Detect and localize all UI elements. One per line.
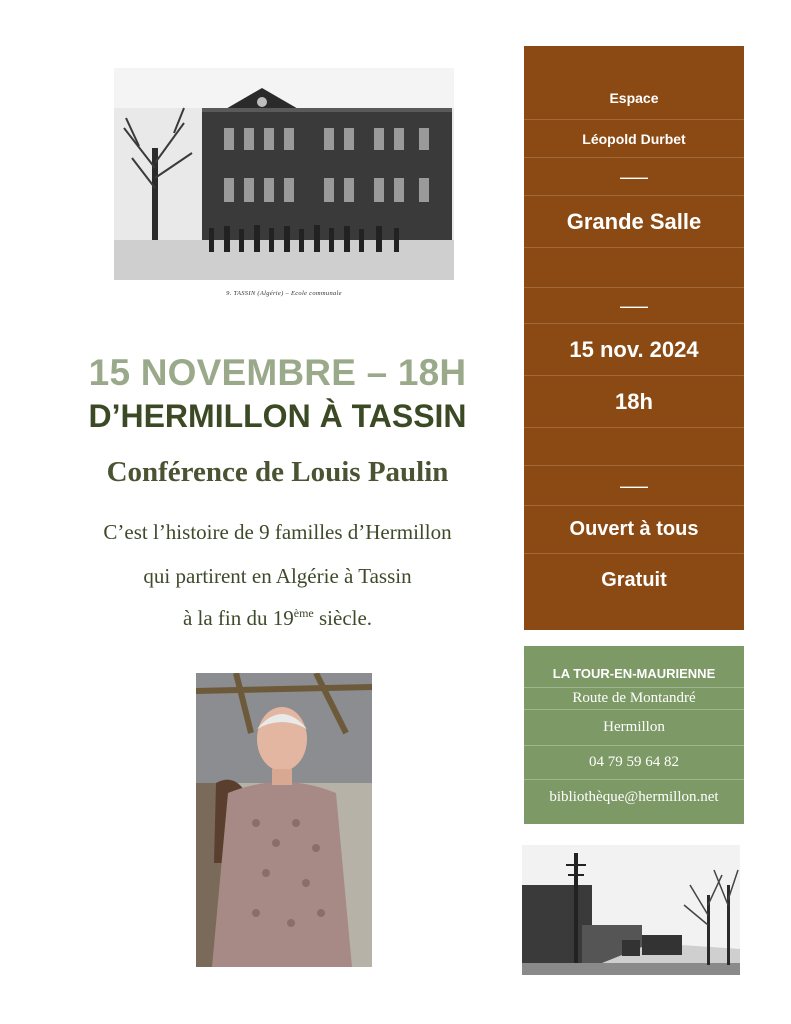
contact-email[interactable]: bibliothèque@hermillon.net [549,788,719,805]
event-subtitle: Conférence de Louis Paulin [106,456,449,488]
contact-village: Hermillon [524,710,744,746]
street-photo [522,845,740,975]
spacer-1 [524,248,744,288]
speaker-photo [196,673,372,967]
street-image [522,845,740,975]
divider-1: —— [524,158,744,196]
school-photo-caption: 9. TASSIN (Algérie) – Ecole communale [226,290,342,297]
divider-2: —— [524,288,744,324]
spacer-2 [524,428,744,466]
venue-line-1: Espace [524,76,744,120]
event-title: D’HERMILLON À TASSIN [88,398,467,434]
contact-phone: 04 79 59 64 82 [524,746,744,780]
description-line-1: C’est l’histoire de 9 familles d’Hermillon [103,520,452,544]
description-line-2: qui partirent en Algérie à Tassin [143,564,412,588]
event-info-panel [524,46,744,630]
contact-street: Route de Montandré [524,688,744,710]
divider-3: —— [524,466,744,506]
sidebar-date: 15 nov. 2024 [524,324,744,376]
venue-line-2: Léopold Durbet [524,120,744,158]
event-date-headline: 15 NOVEMBRE – 18H [88,352,467,393]
contact-town: LA TOUR-EN-MAURIENNE [524,660,744,688]
school-photo [114,68,454,300]
speaker-image [196,673,372,967]
school-building-image [114,68,454,280]
sidebar-time: 18h [524,376,744,428]
room-name: Grande Salle [524,196,744,248]
description-line-3: à la fin du 19ème siècle. [182,606,373,630]
contact-panel [524,646,744,824]
price-info: Gratuit [601,568,667,591]
access-info: Ouvert à tous [524,506,744,554]
